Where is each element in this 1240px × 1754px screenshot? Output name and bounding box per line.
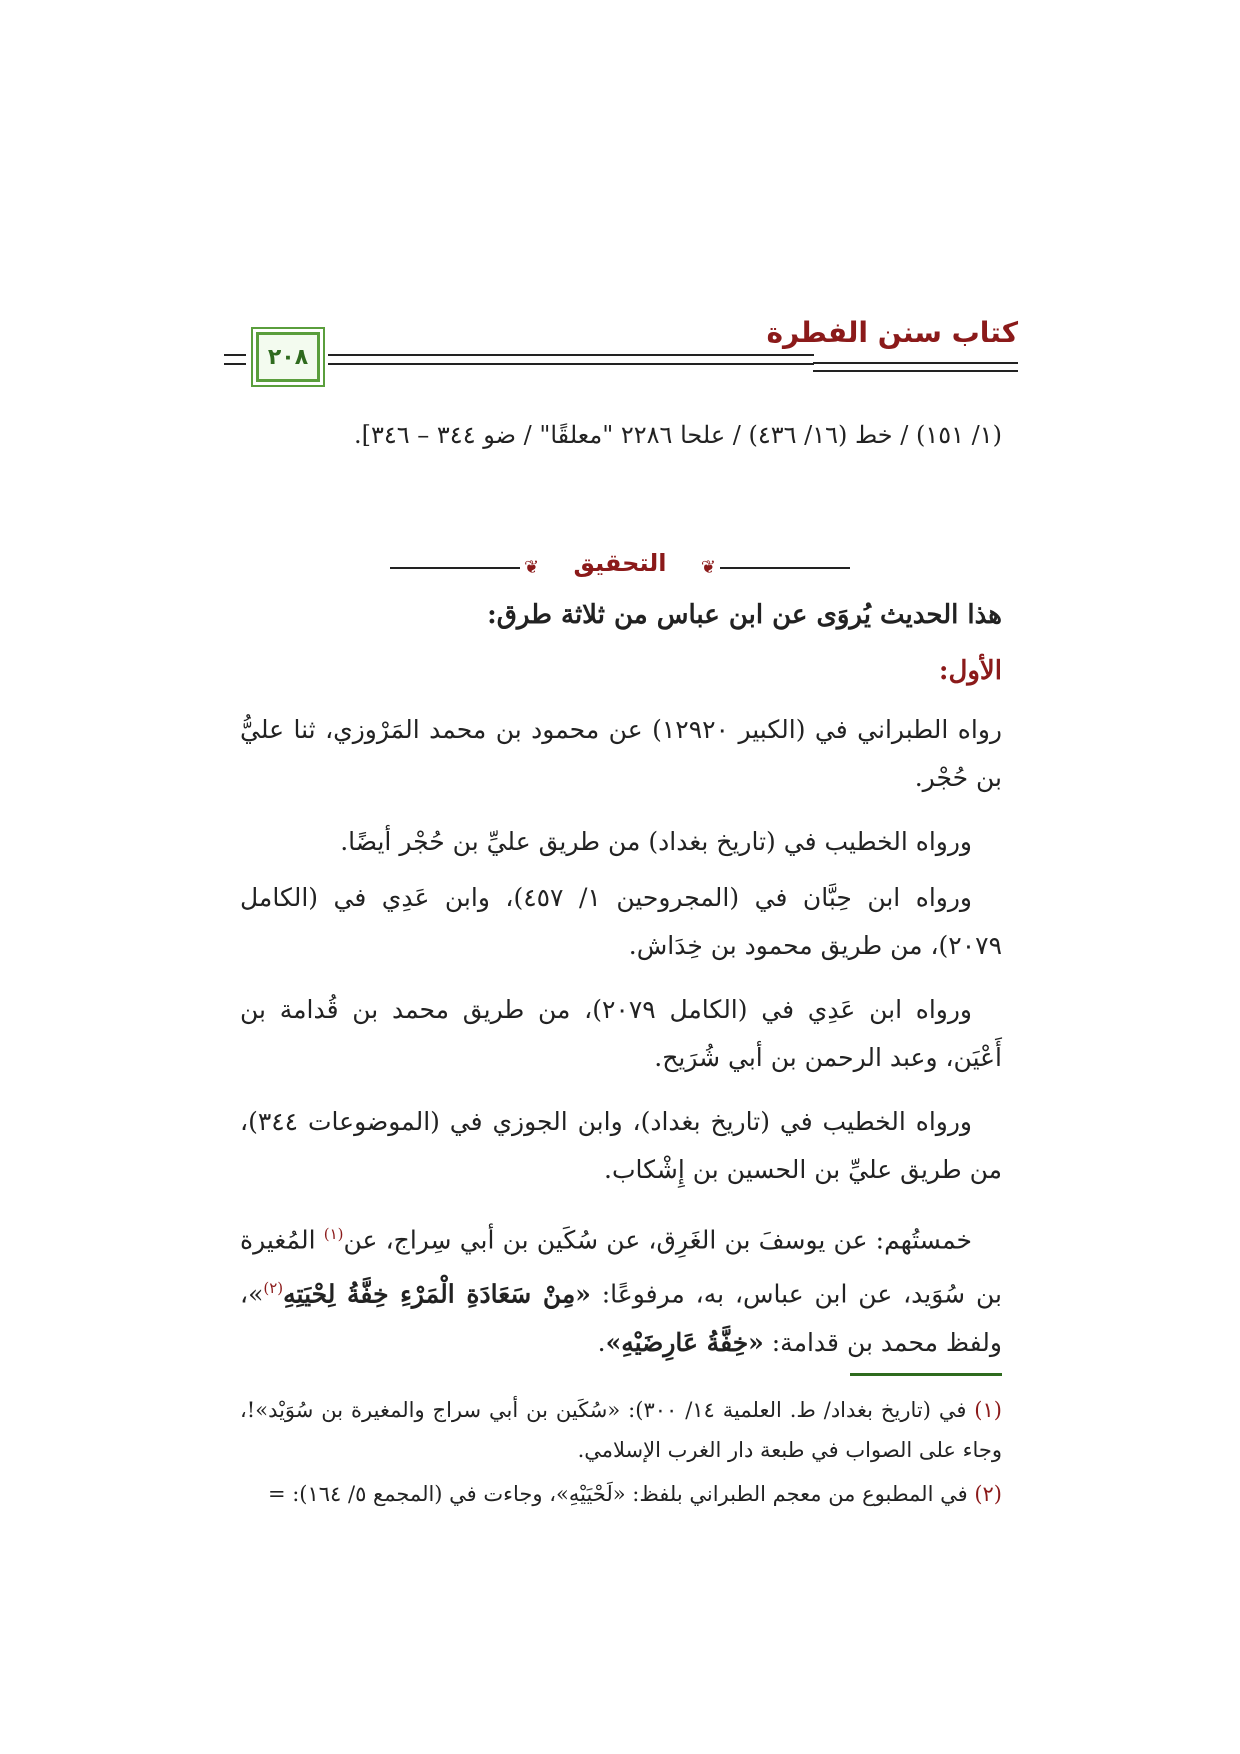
first-path-label: الأول: xyxy=(938,656,1002,686)
divider-line-right xyxy=(720,567,850,569)
section-divider xyxy=(390,549,850,583)
hadith-text-2: «خِفَّةُ عَارِضَيْهِ» xyxy=(605,1327,764,1357)
p6-text-a: خمستُهم: عن يوسفَ بن الغَرِق، عن سُكَين بن أبي سِراج، عن xyxy=(343,1225,972,1255)
ornament-right-icon: ❦ xyxy=(700,557,716,578)
book-title: كتاب سنن الفطرة xyxy=(766,316,1018,349)
ornament-left-icon: ❦ xyxy=(524,557,540,578)
intro-heading: هذا الحديث يُروَى عن ابن عباس من ثلاثة طرق: xyxy=(487,600,1002,630)
page-number-badge: ٢٠٨ xyxy=(256,332,320,382)
hadith-text-1: «مِنْ سَعَادَةِ الْمَرْءِ خِفَّةُ لِحْيَتِهِ xyxy=(283,1279,591,1309)
section-title: التحقيق xyxy=(573,549,667,577)
footnote-2-text: في المطبوع من معجم الطبراني بلفظ: «لَحْيَيْهِ»، وجاءت في (المجمع ٥/ ١٦٤): = xyxy=(267,1482,975,1506)
footnotes xyxy=(240,1390,1002,1514)
reference-line: (١/ ١٥١) / خط (١٦/ ٤٣٦) / علحا ٢٢٨٦ "معلقًا" / ضو ٣٤٤ – ٣٤٦]. xyxy=(353,421,1002,449)
p6-text-b: المُغيرة بن سُوَيد، عن ابن عباس، به، مرفوعًا: xyxy=(240,1225,1002,1309)
page-header xyxy=(224,316,1018,386)
footnote-ref-2[interactable]: (٢) xyxy=(263,1279,284,1298)
footnote-2 xyxy=(240,1474,1002,1514)
paragraph-3: ورواه ابن حِبَّان في (المجروحين ١/ ٤٥٧)، وابن عَدِي في (الكامل ٢٠٧٩)، من طريق محمود بن خِدَاش. xyxy=(240,883,1002,960)
footnote-2-number: (٢) xyxy=(974,1482,1002,1506)
paragraph-2: ورواه الخطيب في (تاريخ بغداد) من طريق عليِّ بن حُجْر أيضًا. xyxy=(340,827,972,856)
paragraph-6 xyxy=(240,1210,1002,1367)
paragraph-1: رواه الطبراني في (الكبير ١٢٩٢٠) عن محمود بن محمد المَرْوزي، ثنا عليُّ بن حُجْر. xyxy=(240,715,1002,792)
footnote-1 xyxy=(240,1390,1002,1470)
footnote-1-number: (١) xyxy=(974,1398,1002,1422)
title-underline xyxy=(813,362,1018,372)
footnote-ref-1[interactable]: (١) xyxy=(323,1225,344,1243)
paragraph-5: ورواه الخطيب في (تاريخ بغداد)، وابن الجوزي في (الموضوعات ٣٤٤)، من طريق عليِّ بن الحسين بن إِشْكاب. xyxy=(240,1107,1002,1184)
paragraph-4: ورواه ابن عَدِي في (الكامل ٢٠٧٩)، من طريق محمد بن قُدامة بن أَعْيَن، وعبد الرحمن بن أبي شُرَيح. xyxy=(240,995,1002,1072)
p6-text-c: »، ولفظ محمد بن قدامة: xyxy=(240,1279,1002,1357)
footnote-separator xyxy=(850,1373,1002,1376)
p6-text-end: . xyxy=(597,1327,606,1357)
header-rule-left xyxy=(224,354,246,365)
footnote-1-text: في (تاريخ بغداد/ ط. العلمية ١٤/ ٣٠٠): «سُكَين بن أبي سراج والمغيرة بن سُوَيْد»!، وجاء على الصواب في طبعة دار الغرب الإسلامي. xyxy=(240,1398,1002,1462)
header-rule-right xyxy=(328,354,814,365)
